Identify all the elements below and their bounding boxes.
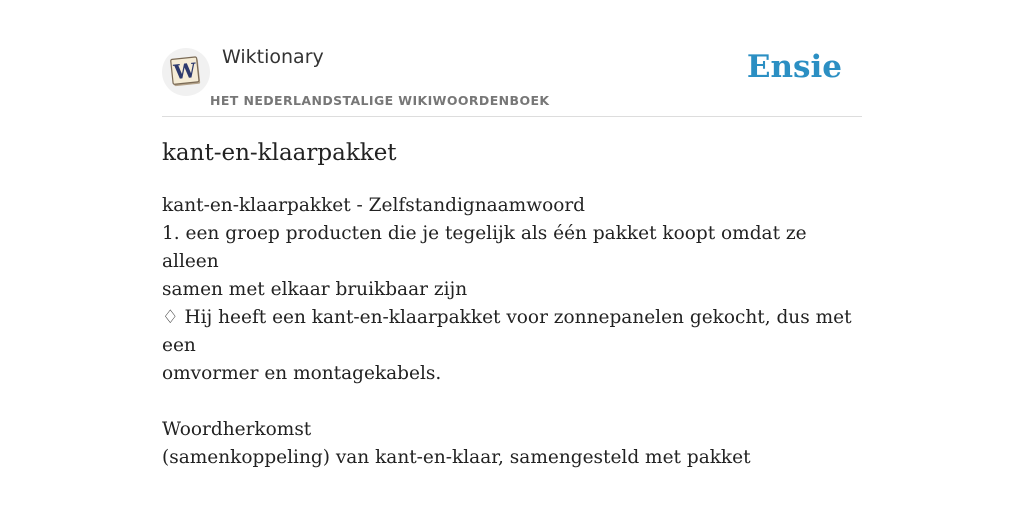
etymology-text: (samenkoppeling) van kant-en-klaar, samengesteld met pakket xyxy=(162,447,751,468)
page-title: kant-en-klaarpakket xyxy=(162,140,397,166)
site-name[interactable]: Wiktionary xyxy=(222,46,324,68)
svg-text:W: W xyxy=(172,58,198,85)
example-line: omvormer en montagekabels. xyxy=(162,363,442,384)
definition-line: samen met elkaar bruikbaar zijn xyxy=(162,279,468,300)
definition-line: 1. een groep producten die je tegelijk als één pakket koopt omdat ze alleen xyxy=(162,223,807,272)
site-tagline: HET NEDERLANDSTALIGE WIKIWOORDENBOEK xyxy=(210,93,550,108)
site-header xyxy=(162,44,862,117)
wiktionary-logo-icon[interactable] xyxy=(162,48,210,96)
part-of-speech-line: kant-en-klaarpakket - Zelfstandignaamwoord xyxy=(162,195,586,216)
blank-line xyxy=(162,388,862,416)
wiktionary-tile-icon xyxy=(166,52,206,92)
entry-content xyxy=(162,192,862,472)
brand-logo[interactable]: Ensie xyxy=(746,49,842,85)
etymology-heading: Woordherkomst xyxy=(162,419,312,440)
example-line: ♢ Hij heeft een kant-en-klaarpakket voor zonnepanelen gekocht, dus met een xyxy=(162,307,852,356)
